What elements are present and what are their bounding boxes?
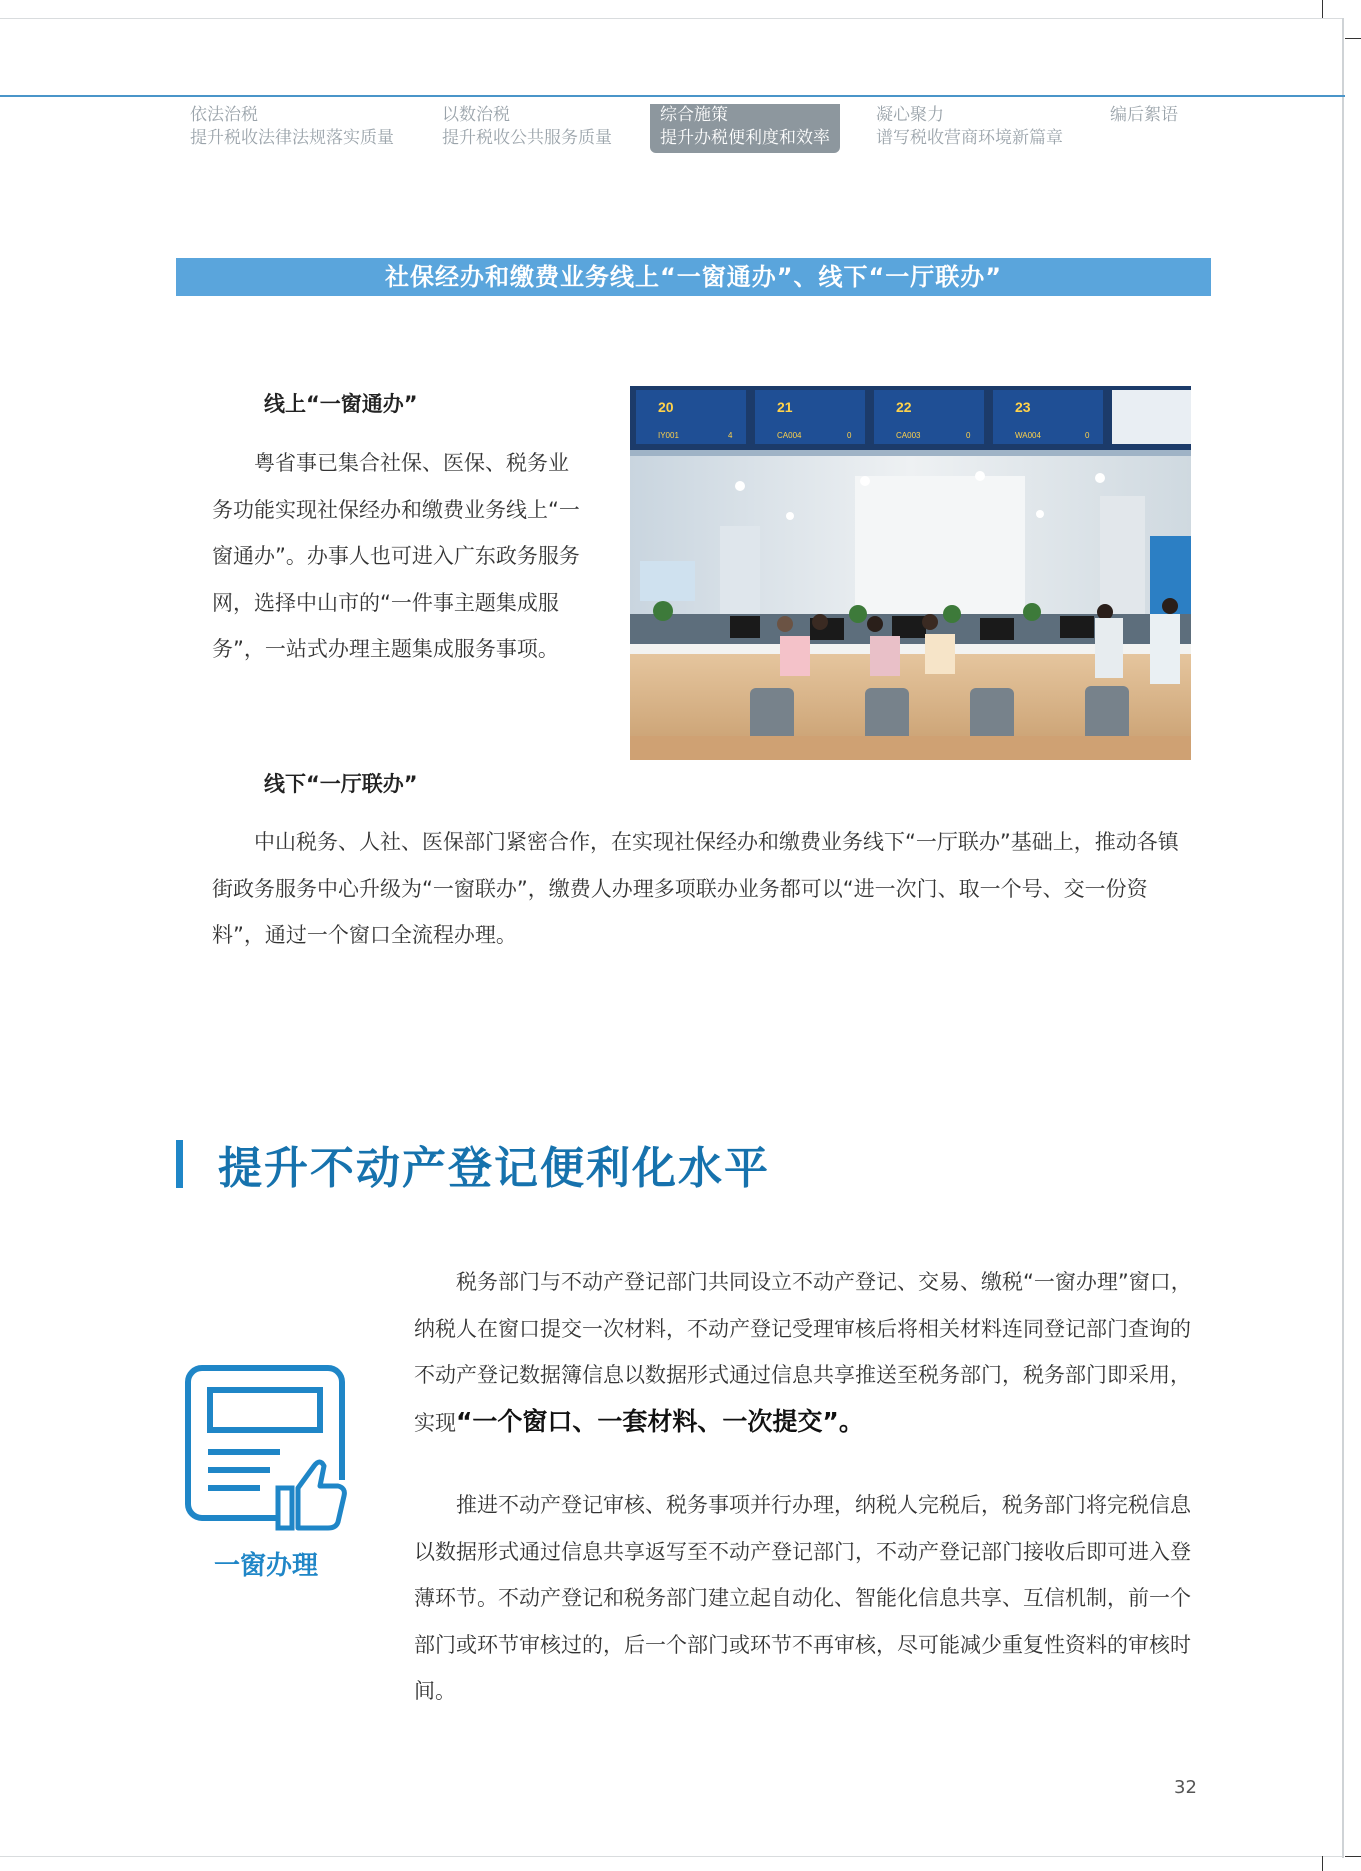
nav-item-title: 凝心聚力 xyxy=(876,105,944,125)
screen-number: 21 xyxy=(777,399,793,415)
online-paragraph: 粤省事已集合社保、医保、税务业务功能实现社保经办和缴费业务线上“一窗通办”。办事人也可进入广东政务服务网，选择中山市的“一件事主题集成服务”，一站式办理主题集成服务事项。 xyxy=(212,451,580,661)
nav-item-rule-of-law[interactable] xyxy=(180,104,404,153)
offline-paragraph: 中山税务、人社、医保部门紧密合作，在实现社保经办和缴费业务线下“一厅联办”基础上，推动各镇街政务服务中心升级为“一窗联办”，缴费人办理多项联办业务都可以“进一次门、取一个号、交一份资料”，通过一个窗口全流程办理。 xyxy=(212,830,1179,947)
page-number: 32 xyxy=(1174,1777,1197,1798)
screen-count: 0 xyxy=(966,431,971,440)
crop-mark xyxy=(1345,38,1361,39)
header-rule xyxy=(0,95,1345,97)
document-thumbs-up-icon xyxy=(180,1362,350,1534)
screen-count: 0 xyxy=(847,431,852,440)
crop-mark xyxy=(1345,1856,1361,1857)
offline-heading: 线下“一厅联办” xyxy=(264,772,418,796)
section-paragraph-2: 推进不动产登记审核、税务事项并行办理，纳税人完税后，税务部门将完税信息以数据形式通过信息共享返写至不动产登记部门，不动产登记部门接收后即可进入登薄环节。不动产登记和税务部门建立起自动化、智能化信息共享、互信机制，前一个部门或环节审核过的，后一个部门或环节不再审核，尽可能减少重复性资料的审核时间。 xyxy=(414,1493,1191,1703)
nav-item-comprehensive[interactable] xyxy=(650,104,840,153)
section-accent-bar xyxy=(176,1140,183,1188)
service-hall-photo xyxy=(630,386,1191,760)
section-title: 提升不动产登记便利化水平 xyxy=(218,1143,770,1194)
topic-banner: 社保经办和缴费业务线上“一窗通办”、线下“一厅联办” xyxy=(176,258,1211,296)
nav-item-unite[interactable] xyxy=(866,104,1073,153)
nav-item-subtitle: 提升税收公共服务质量 xyxy=(442,128,612,148)
nav-item-title: 编后絮语 xyxy=(1110,105,1178,125)
page-edge xyxy=(1342,18,1344,1858)
nav-item-afterword[interactable] xyxy=(1100,104,1188,130)
screen-number: 20 xyxy=(658,399,674,415)
screen-code: IY001 xyxy=(658,431,679,440)
section-paragraph-1 xyxy=(414,1259,1192,1446)
nav-item-subtitle: 提升办税便利度和效率 xyxy=(660,128,830,148)
screen-number: 23 xyxy=(1015,399,1031,415)
section-navigation xyxy=(0,104,1345,154)
emphasis-text: “一个窗口、一套材料、一次提交”。 xyxy=(456,1406,864,1436)
paragraph-text: 税务部门与不动产登记部门共同设立不动产登记、交易、缴税“一窗办理”窗口，纳税人在窗口提交一次材料，不动产登记受理审核后将相关材料连同登记部门查询的不动产登记数据簿信息以数据形式通过信息共享推送至税务部门，税务部门即采用，实现 xyxy=(414,1270,1192,1435)
screen-code: CA004 xyxy=(777,431,802,440)
online-heading: 线上“一窗通办” xyxy=(264,392,418,416)
crop-mark xyxy=(1322,1856,1323,1871)
screen-count: 0 xyxy=(1085,431,1090,440)
screen-number: 22 xyxy=(896,399,912,415)
screen-code: WA004 xyxy=(1015,431,1041,440)
icon-label: 一窗办理 xyxy=(213,1551,318,1581)
nav-item-title: 依法治税 xyxy=(190,105,258,125)
nav-item-data-tax[interactable] xyxy=(432,104,622,153)
crop-mark xyxy=(1322,0,1323,18)
nav-item-title: 以数治税 xyxy=(442,105,510,125)
nav-item-subtitle: 提升税收法律法规落实质量 xyxy=(190,128,394,148)
screen-count: 4 xyxy=(728,431,733,440)
page-frame-bottom xyxy=(0,1856,1342,1857)
nav-item-title: 综合施策 xyxy=(660,105,728,125)
screen-code: CA003 xyxy=(896,431,921,440)
page-frame-top xyxy=(0,18,1342,19)
nav-item-subtitle: 谱写税收营商环境新篇章 xyxy=(876,128,1063,148)
